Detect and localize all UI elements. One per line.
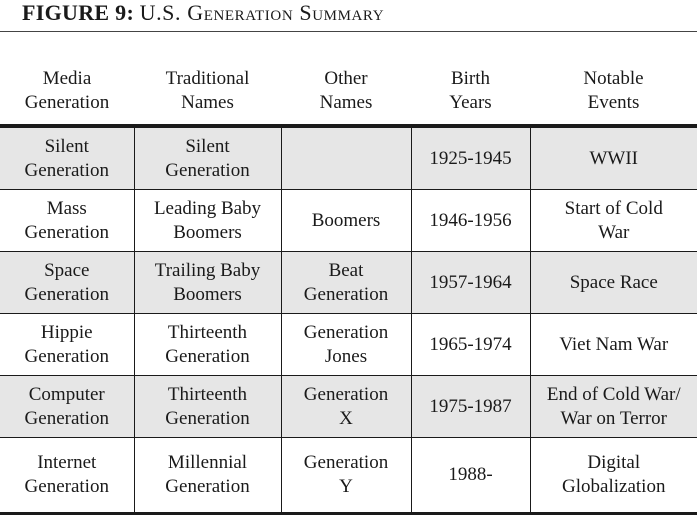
- cell-line: Space: [44, 259, 90, 281]
- cell-other-names: [281, 438, 411, 514]
- cell-line: Thirteenth: [167, 321, 248, 343]
- table-body: [0, 126, 697, 514]
- column-header-line: Birth: [450, 67, 491, 89]
- cell-line: Generation: [24, 476, 109, 497]
- cell-line: Generation: [165, 345, 250, 367]
- cell-notable-events: [530, 314, 697, 376]
- cell-media-generation: [0, 438, 134, 514]
- cell-line: War on Terror: [560, 407, 668, 429]
- cell-notable-events: [530, 252, 697, 314]
- column-header-line: Generation: [24, 91, 110, 113]
- cell-line: Generation: [24, 221, 109, 243]
- cell-line: Start of Cold: [564, 197, 663, 219]
- column-header-other-names: [281, 57, 411, 126]
- cell-line: Digital: [587, 452, 641, 473]
- cell-line: Generation: [303, 321, 389, 343]
- cell-line: X: [339, 407, 353, 429]
- cell-other-names: [281, 314, 411, 376]
- cell-line: Silent: [185, 135, 230, 157]
- column-header-line: Media: [42, 67, 92, 89]
- figure-label: FIGURE 9:: [22, 0, 135, 25]
- table-header: [0, 57, 697, 126]
- cell-line: Generation: [165, 407, 250, 429]
- cell-line: Trailing Baby: [154, 259, 261, 281]
- table-row: [0, 126, 697, 190]
- cell-media-generation: [0, 376, 134, 438]
- cell-line: Globalization: [562, 476, 666, 497]
- cell-line: 1925-1945: [429, 147, 512, 169]
- column-header-line: Events: [587, 91, 640, 113]
- cell-line: Generation: [165, 476, 250, 497]
- cell-line: Beat: [328, 259, 364, 281]
- cell-notable-events: [530, 438, 697, 514]
- table-row: [0, 438, 697, 514]
- cell-line: Generation: [24, 283, 109, 305]
- cell-line: WWII: [589, 147, 639, 169]
- cell-line: 1975-1987: [429, 395, 512, 417]
- cell-traditional-names: [134, 376, 281, 438]
- cell-line: Generation: [303, 452, 389, 473]
- cell-traditional-names: [134, 314, 281, 376]
- cell-line: Leading Baby: [153, 197, 262, 219]
- cell-other-names: [281, 190, 411, 252]
- cell-line: Jones: [324, 345, 368, 367]
- cell-notable-events: [530, 376, 697, 438]
- cell-line: Thirteenth: [167, 383, 248, 405]
- cell-notable-events: [530, 126, 697, 190]
- cell-line: 1946-1956: [429, 209, 512, 231]
- column-header-birth-years: [411, 57, 530, 126]
- cell-other-names: [281, 252, 411, 314]
- cell-media-generation: [0, 126, 134, 190]
- cell-media-generation: [0, 252, 134, 314]
- cell-birth-years: [411, 438, 530, 514]
- column-header-traditional-names: [134, 57, 281, 126]
- cell-traditional-names: [134, 190, 281, 252]
- column-header-line: Names: [319, 91, 373, 113]
- cell-other-names: [281, 376, 411, 438]
- cell-line: Generation: [165, 159, 250, 181]
- cell-line: Viet Nam War: [559, 333, 669, 355]
- cell-media-generation: [0, 190, 134, 252]
- table-row: [0, 190, 697, 252]
- column-header-line: Years: [449, 91, 492, 113]
- cell-notable-events: [530, 190, 697, 252]
- column-header-line: Names: [181, 91, 234, 113]
- table-row: [0, 376, 697, 438]
- cell-birth-years: [411, 314, 530, 376]
- cell-line: Generation: [24, 345, 109, 367]
- cell-other-names: [281, 126, 411, 190]
- cell-line: End of Cold War/: [546, 383, 681, 405]
- column-header-line: Notable: [583, 67, 644, 89]
- cell-line: Hippie: [40, 321, 93, 343]
- cell-line: Y: [339, 476, 353, 497]
- cell-line: Generation: [303, 383, 389, 405]
- table-row: [0, 252, 697, 314]
- header-row: [0, 57, 697, 126]
- column-header-line: Other: [324, 67, 368, 89]
- cell-line: Generation: [24, 407, 109, 429]
- cell-line: Generation: [303, 283, 389, 305]
- cell-line: Silent: [44, 135, 89, 157]
- cell-line: Space Race: [569, 271, 658, 293]
- cell-birth-years: [411, 252, 530, 314]
- cell-line: Boomers: [311, 209, 381, 231]
- table-row: [0, 314, 697, 376]
- cell-media-generation: [0, 314, 134, 376]
- cell-line: 1965-1974: [429, 333, 512, 355]
- cell-line: Boomers: [173, 283, 242, 305]
- generation-table: [0, 57, 697, 515]
- cell-line: 1957-1964: [429, 271, 512, 293]
- cell-traditional-names: [134, 252, 281, 314]
- cell-line: 1988-: [448, 464, 493, 485]
- column-header-notable-events: [530, 57, 697, 126]
- cell-line: Millennial: [167, 452, 248, 473]
- cell-birth-years: [411, 376, 530, 438]
- cell-birth-years: [411, 126, 530, 190]
- cell-traditional-names: [134, 126, 281, 190]
- cell-birth-years: [411, 190, 530, 252]
- cell-line: Internet: [37, 452, 97, 473]
- cell-line: Boomers: [173, 221, 242, 243]
- column-header-line: Traditional: [165, 67, 250, 89]
- title-rule: [0, 31, 697, 32]
- cell-line: Computer: [28, 383, 105, 405]
- column-header-media-generation: [0, 57, 134, 126]
- cell-traditional-names: [134, 438, 281, 514]
- cell-line: Mass: [46, 197, 87, 219]
- cell-line: Generation: [24, 159, 109, 181]
- figure-name: U.S. Generation Summary: [139, 0, 385, 25]
- figure-title: [22, 0, 384, 26]
- cell-line: War: [598, 221, 630, 243]
